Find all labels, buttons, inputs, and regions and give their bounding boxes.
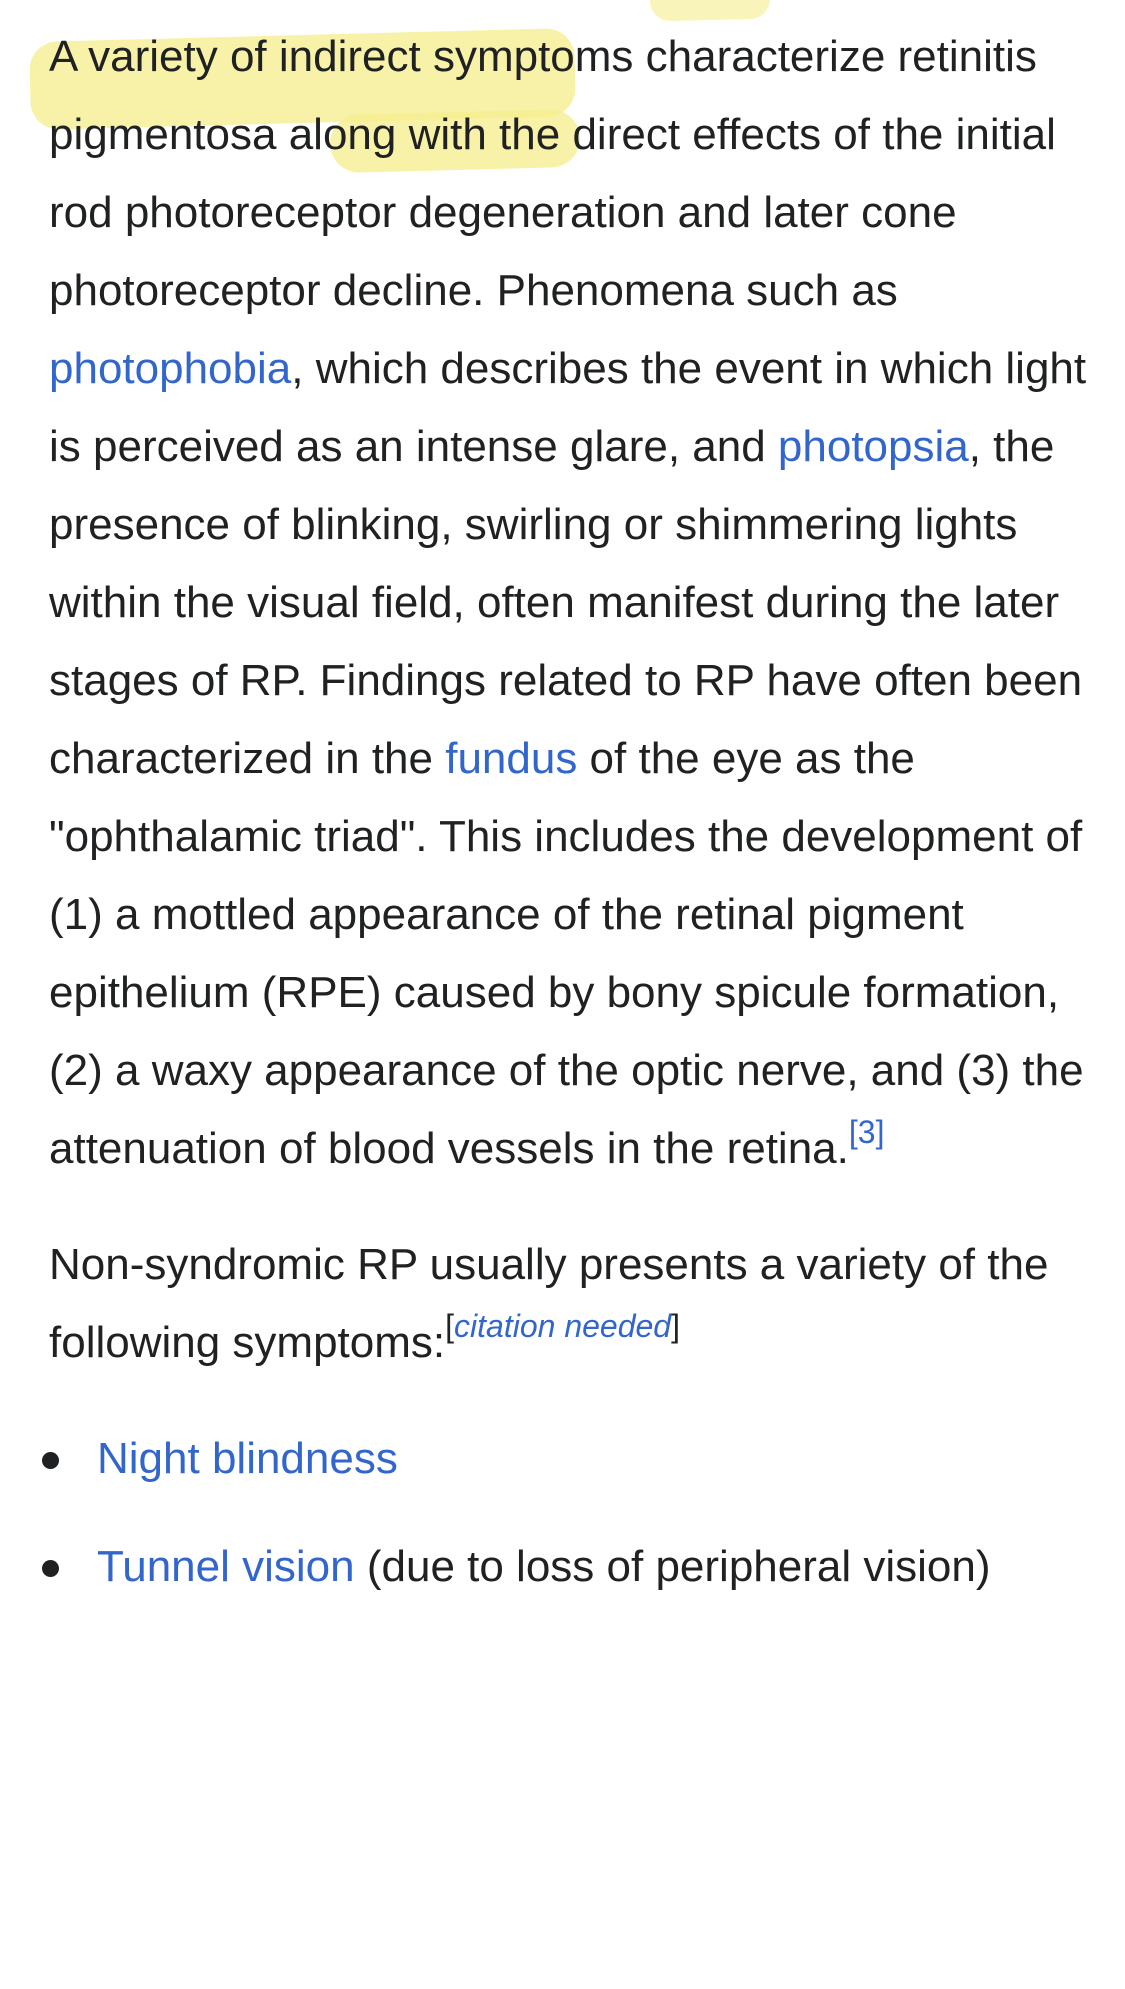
symptoms-paragraph xyxy=(49,18,1089,1188)
article-content xyxy=(49,18,1089,1636)
link-tunnel-vision[interactable]: Tunnel vision xyxy=(97,1542,355,1591)
link-photopsia[interactable]: photopsia xyxy=(777,422,969,471)
paragraph-text: of the eye as the "ophthalamic triad". This includes the development of (1) a mottled appearance of the retinal pigment epithelium (RPE) caused by bony spicule formation, (2) a waxy appearance of the optic nerve, and (3) the attenuation of blood vessels in the retina. xyxy=(49,734,1084,1173)
reference-link[interactable]: [3] xyxy=(848,1114,885,1151)
list-item-text: (due to loss of peripheral vision) xyxy=(354,1542,991,1591)
non-syndromic-paragraph xyxy=(49,1226,1089,1382)
link-photophobia[interactable]: photophobia xyxy=(49,344,292,393)
paragraph-text: , the presence of blinking, swirling or shimmering lights within the visual field, often manifest during the later stages of RP. Findings related to RP have often been characterized in the xyxy=(49,422,1083,783)
symptoms-list xyxy=(49,1420,1089,1606)
list-item xyxy=(49,1528,1089,1606)
list-item xyxy=(49,1420,1089,1498)
paragraph-text: Non-syndromic RP usually presents a variety of the following symptoms: xyxy=(49,1240,1049,1367)
citation-bracket: [ xyxy=(445,1308,455,1345)
citation-needed-link[interactable]: citation needed xyxy=(454,1308,672,1345)
link-night-blindness[interactable]: Night blindness xyxy=(97,1434,398,1483)
citation-bracket: ] xyxy=(671,1308,680,1345)
paragraph-text: A variety of indirect symptoms characterize retinitis pigmentosa along with the direct effects of the initial rod photoreceptor degeneration and later cone photoreceptor decline. Phenomena such as xyxy=(49,32,1056,315)
link-fundus[interactable]: fundus xyxy=(445,734,578,783)
citation-needed xyxy=(445,1308,680,1344)
bullet-icon xyxy=(42,1560,59,1577)
paragraph-text: , which describes the event in which light is perceived as an intense glare, and xyxy=(49,344,1087,471)
bullet-icon xyxy=(42,1452,59,1469)
